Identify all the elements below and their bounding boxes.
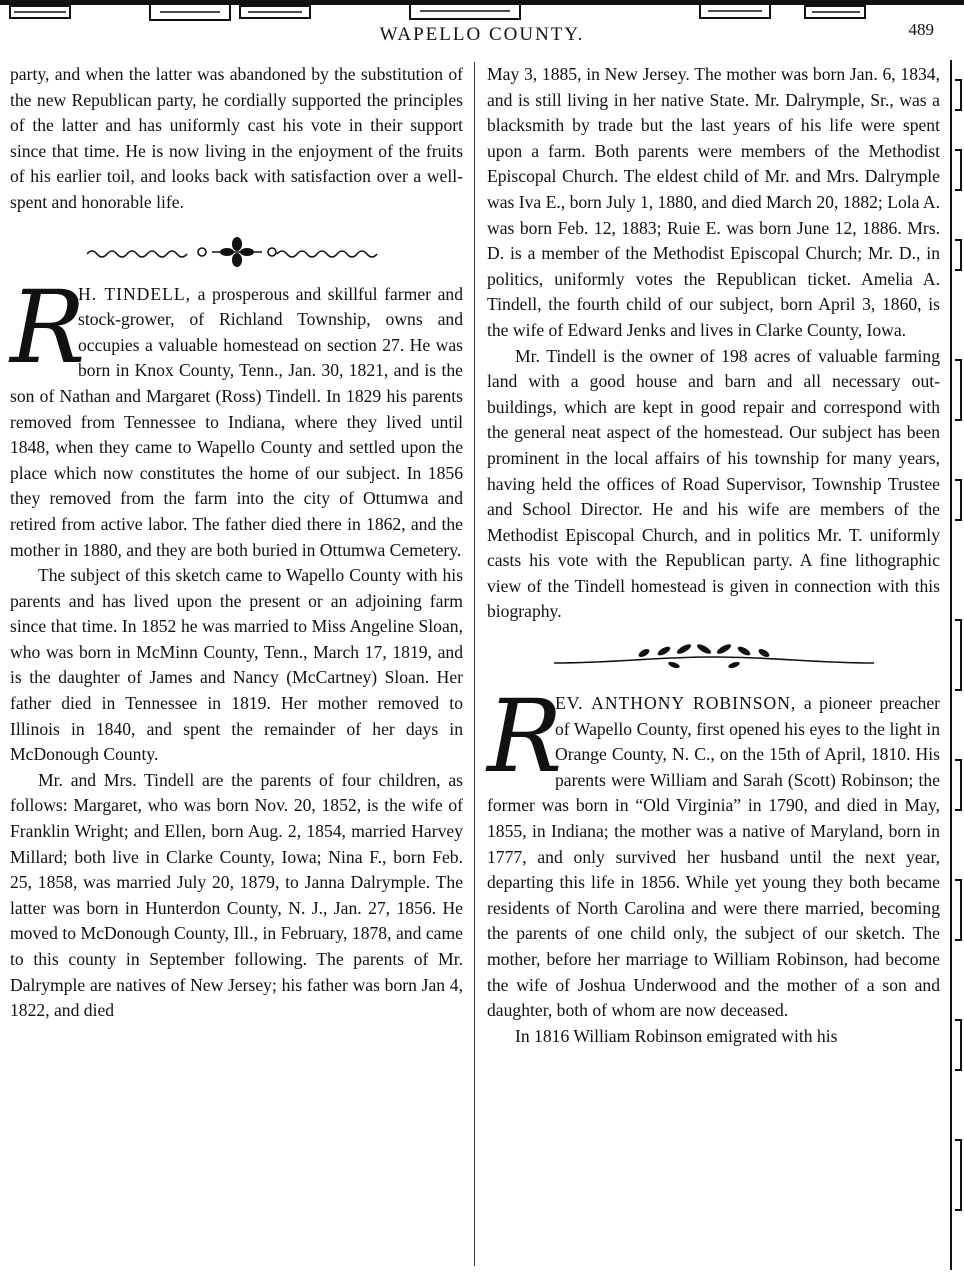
right-column bbox=[487, 62, 940, 1049]
tindell-biography-opening bbox=[10, 268, 463, 564]
left-column bbox=[10, 62, 463, 1024]
robinson-biography-opening bbox=[487, 678, 941, 1024]
section-divider-ornament bbox=[10, 216, 463, 282]
robinson-paragraph-1: a pioneer preacher of Wapello County, first opened his eyes to the light in Orange County, N. C., on the 15th of April, 1810. His parents were William and Sarah (Scott) Robinson; the former was born in “Old Virginia” in 1790, and died in May, 1855, in Indiana; the mother was a native of Maryland, born in 1777, and only survived her husband until the next year, departing this life in 1856. While yet young they both became residents of North Carolina and were there married, becoming the parents of one child only, the subject of our sketch. The mother, before her marriage to William Robinson, had become the wife of Joshua Underwood and the mother of a son and daughter, both of whom are now deceased. bbox=[487, 693, 941, 1021]
running-title: WAPELLO COUNTY. bbox=[379, 24, 585, 45]
tindell-paragraph-2: The subject of this sketch came to Wapello County with his parents and has lived upon the present or an adjoining farm since that time. In 1852 he was married to Miss Angeline Sloan, who was born in McMinn County, Tenn., March 17, 1819, and is the daughter of James and Nancy (McCartney) Sloan. Her father died in Tennessee in 1819. Her mother removed to Illinois in 1840, and spent the remainder of her days in McDonough County. bbox=[10, 565, 463, 765]
drop-cap-r-robinson: R bbox=[487, 678, 563, 796]
drop-cap-r: R bbox=[10, 268, 86, 386]
tindell-name: H. TINDELL, bbox=[78, 283, 192, 304]
page-header bbox=[0, 20, 964, 52]
robinson-paragraph-2: In 1816 William Robinson emigrated with his bbox=[515, 1025, 838, 1046]
column-rule bbox=[474, 62, 475, 1266]
tindell-farm-paragraph: Mr. Tindell is the owner of 198 acres of valuable farming land with a good house and barn and all necessary out-buildings, which are kept in good repair and correspond with the general neat aspect of the homestead. Our subject has been prominent in the local affairs of his township for many years, having held the offices of Road Supervisor, Township Trustee and School Director. He and his wife are members of the Methodist Episcopal Church, and in politics Mr. T. uniformly casts his vote with the Republican party. A fine lithographic view of the Tindell homestead is given in connection with this biography. bbox=[487, 345, 940, 622]
right-edge-border bbox=[947, 60, 964, 1270]
tindell-paragraph-1: a prosperous and skillful farmer and stock-grower, of Richland Township, owns and occupies a valuable homestead on section 27. He was born in Knox County, Tenn., Jan. 30, 1821, and is the son of Nathan and Margaret (Ross) Tindell. In 1829 his parents removed from Tennessee to Indiana, where they lived until 1848, when they came to Wapello County and settled upon the place which now constitutes the home of our subject. In 1856 they removed from the farm into the city of Ottumwa and retired from active labor. The father died there in 1862, and the mother in 1880, and they are both buried in Ottumwa Cemetery. bbox=[10, 283, 463, 560]
leaf-divider-ornament bbox=[487, 625, 940, 691]
previous-biography-continuation: party, and when the latter was abandoned by the substitution of the new Republican party, he cordially supported the principles of the latter and has uniformly cast his vote in their support since that time. He is now living in the enjoyment of the fruits of his earlier toil, and looks back with satisfaction over a well-spent and honorable life. bbox=[10, 64, 463, 212]
tindell-paragraph-continued: May 3, 1885, in New Jersey. The mother was born Jan. 6, 1834, and is still living in her native State. Mr. Dalrymple, Sr., was a blacksmith by trade but the last years of his life were spent upon a farm. Both parents were members of the Methodist Episcopal Church. The eldest child of Mr. and Mrs. Dalrymple was Iva E., born July 1, 1880, and died March 20, 1882; Lola A. was born Feb. 12, 1883; Ruie E. was born June 12, 1886. Mrs. D. is a member of the Methodist Episcopal Church; Mr. D., in politics, uniformly votes the Republican ticket. Amelia A. Tindell, the fourth child of our subject, born April 3, 1860, is the wife of Edward Jenks and lives in Clarke County, Iowa. bbox=[487, 64, 940, 340]
tindell-paragraph-3: Mr. and Mrs. Tindell are the parents of four children, as follows: Margaret, who was born Nov. 20, 1852, is the wife of Franklin Wright; and Ellen, born Aug. 2, 1854, married Harvey Millard; both live in Clarke County, Iowa; Nina F., born Feb. 25, 1858, was married July 20, 1879, to Janna Dalrymple. The latter was born in Hunterdon County, N. J., Jan. 27, 1856. He moved to McDonough County, Ill., in February, 1878, and came to this county in September following. The parents of Mr. Dalrymple are natives of New Jersey; his father was born Jan 4, 1822, and died bbox=[10, 769, 463, 1021]
top-decorative-border bbox=[0, 0, 964, 22]
robinson-name: EV. ANTHONY ROBINSON, bbox=[555, 693, 797, 714]
page-number: 489 bbox=[908, 20, 934, 39]
